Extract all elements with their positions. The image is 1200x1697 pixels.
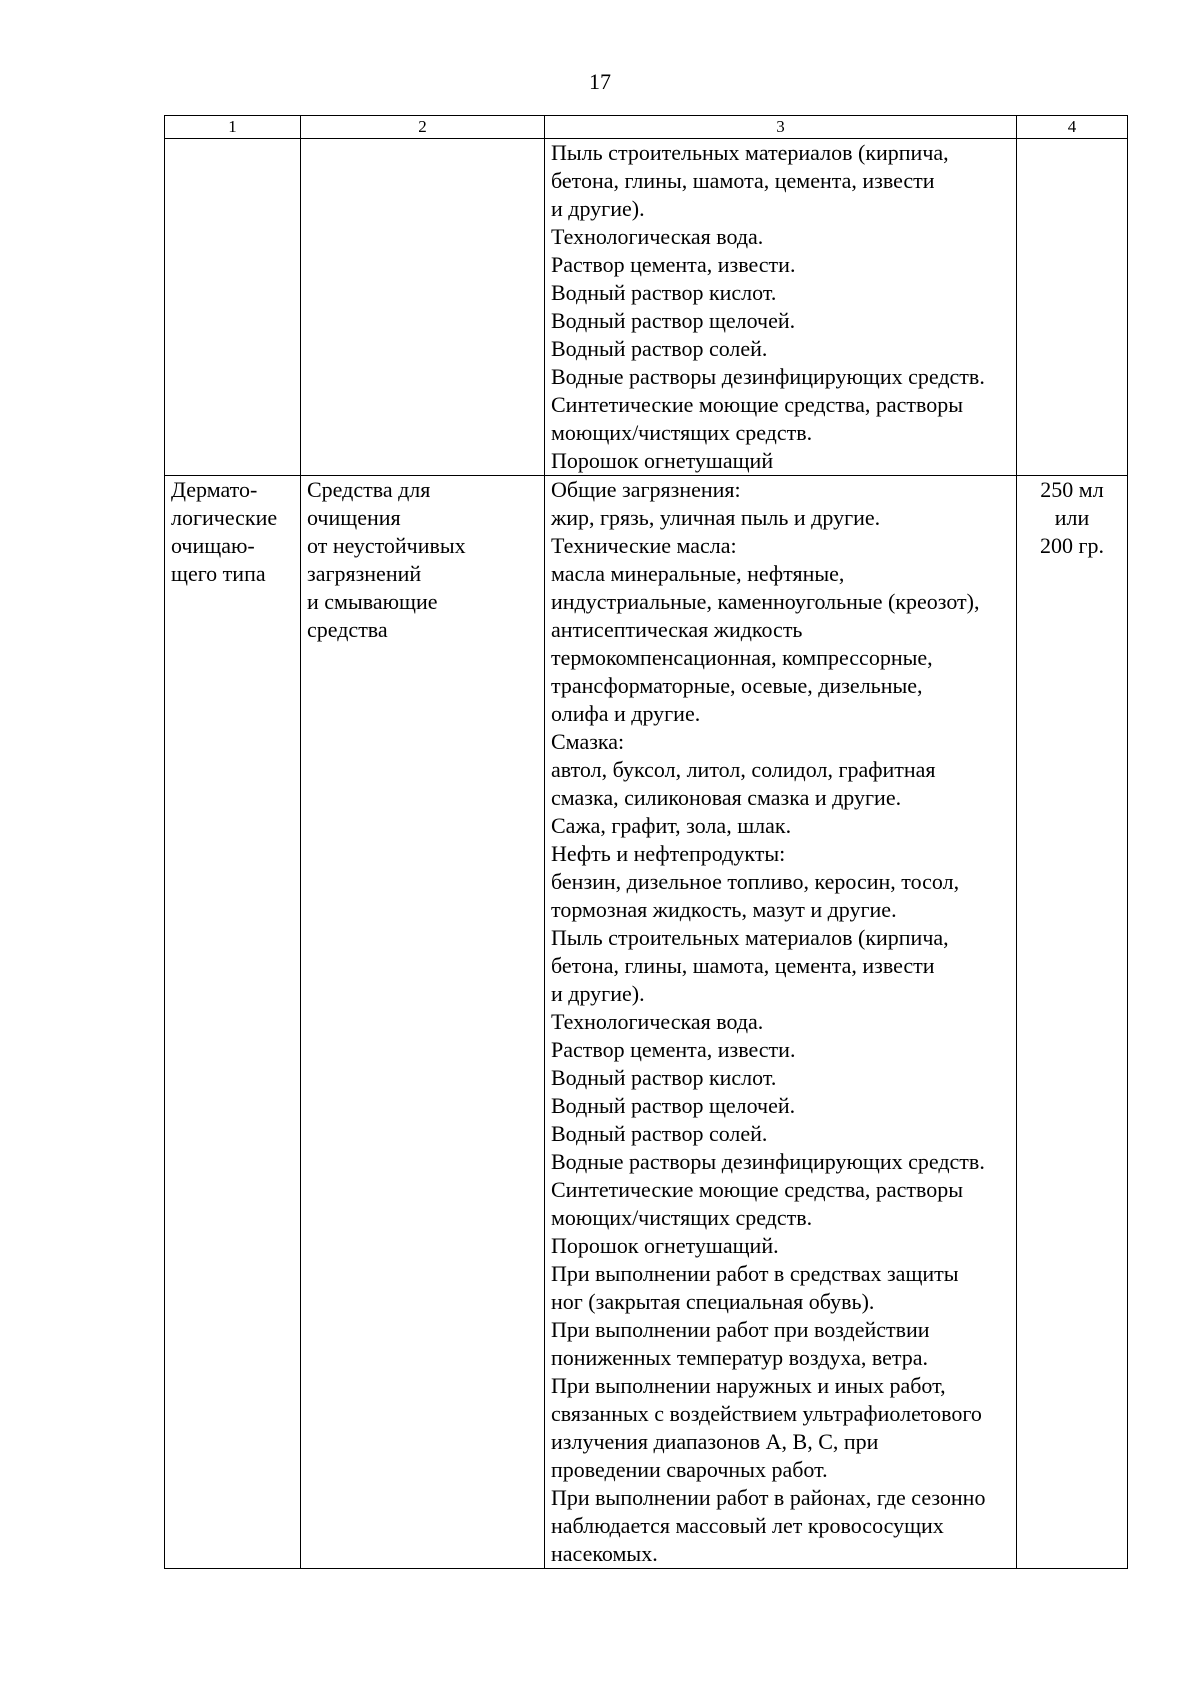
cell-text-line: щего типа bbox=[171, 561, 266, 586]
cell-text-line: Водный раствор щелочей. bbox=[551, 1093, 796, 1118]
table-row bbox=[165, 139, 1128, 476]
cell-text-line: Средства для bbox=[307, 477, 431, 502]
page-number: 17 bbox=[589, 69, 611, 94]
cell-text-line: При выполнении работ в средствах защиты bbox=[551, 1261, 959, 1286]
cell-text-line: бетона, глины, шамота, цемента, извести bbox=[551, 168, 935, 193]
cell-text-line: моющих/чистящих средств. bbox=[551, 1205, 813, 1230]
cell-text-line: моющих/чистящих средств. bbox=[551, 420, 813, 445]
table-cell-col1 bbox=[165, 476, 301, 1569]
cell-text-line: тормозная жидкость, мазут и другие. bbox=[551, 897, 897, 922]
table-cell-col3 bbox=[545, 139, 1017, 476]
cell-text-line: При выполнении работ в районах, где сезонно bbox=[551, 1485, 986, 1510]
cell-text-line: логические bbox=[171, 505, 278, 530]
cell-text-line: и другие). bbox=[551, 981, 645, 1006]
cell-text-line: Синтетические моющие средства, растворы bbox=[551, 1177, 964, 1202]
table-header-row bbox=[165, 116, 1128, 139]
column-number-2: 2 bbox=[301, 116, 545, 139]
cell-text-line: антисептическая жидкость bbox=[551, 617, 803, 642]
table-row bbox=[165, 476, 1128, 1569]
cell-text-line: Водный раствор кислот. bbox=[551, 1065, 777, 1090]
cell-text-line: и другие). bbox=[551, 196, 645, 221]
cell-text-line: Порошок огнетушащий. bbox=[551, 1233, 779, 1258]
cell-text-line: масла минеральные, нефтяные, bbox=[551, 561, 845, 586]
cell-text-line: очищения bbox=[307, 505, 401, 530]
cell-text-line: Пыль строительных материалов (кирпича, bbox=[551, 925, 949, 950]
cell-text-line: от неустойчивых bbox=[307, 533, 466, 558]
cell-text-line: Технические масла: bbox=[551, 533, 737, 558]
cell-text-line: Пыль строительных материалов (кирпича, bbox=[551, 140, 949, 165]
cell-text-line: Порошок огнетушащий bbox=[551, 448, 774, 473]
table-cell-col4 bbox=[1017, 139, 1128, 476]
cell-text-line: трансформаторные, осевые, дизельные, bbox=[551, 673, 923, 698]
cell-text-line: Водные растворы дезинфицирующих средств. bbox=[551, 364, 985, 389]
cell-text-line: связанных с воздействием ультрафиолетового bbox=[551, 1401, 982, 1426]
table-cell-col2 bbox=[301, 139, 545, 476]
cell-text-line: загрязнений bbox=[307, 561, 422, 586]
table-cell-col2 bbox=[301, 476, 545, 1569]
norms-table bbox=[164, 115, 1128, 1569]
cell-text-line: Водный раствор щелочей. bbox=[551, 308, 796, 333]
cell-text-line: Раствор цемента, извести. bbox=[551, 1037, 796, 1062]
cell-text-line: смазка, силиконовая смазка и другие. bbox=[551, 785, 902, 810]
cell-text-line: автол, буксол, литол, солидол, графитная bbox=[551, 757, 936, 782]
cell-text-line: Водные растворы дезинфицирующих средств. bbox=[551, 1149, 985, 1174]
cell-text-line: Водный раствор солей. bbox=[551, 336, 768, 361]
cell-text-line: Смазка: bbox=[551, 729, 625, 754]
cell-text-line: Водный раствор кислот. bbox=[551, 280, 777, 305]
cell-text-line: Раствор цемента, извести. bbox=[551, 252, 796, 277]
cell-text-line: Водный раствор солей. bbox=[551, 1121, 768, 1146]
cell-text-line: Синтетические моющие средства, растворы bbox=[551, 392, 964, 417]
cell-text-line: Нефть и нефтепродукты: bbox=[551, 841, 786, 866]
cell-text-line: Дермато- bbox=[171, 477, 258, 502]
cell-text-line: наблюдается массовый лет кровососущих bbox=[551, 1513, 944, 1538]
cell-text-line: Технологическая вода. bbox=[551, 224, 764, 249]
cell-text-line: излучения диапазонов А, В, С, при bbox=[551, 1429, 879, 1454]
column-number-3: 3 bbox=[545, 116, 1017, 139]
table-cell-col4 bbox=[1017, 476, 1128, 1569]
cell-text-line: средства bbox=[307, 617, 388, 642]
cell-text-line: бетона, глины, шамота, цемента, извести bbox=[551, 953, 935, 978]
cell-text-line: или bbox=[1054, 505, 1090, 530]
table-cell-col1 bbox=[165, 139, 301, 476]
cell-text-line: ног (закрытая специальная обувь). bbox=[551, 1289, 875, 1314]
cell-text-line: Технологическая вода. bbox=[551, 1009, 764, 1034]
cell-text-line: олифа и другие. bbox=[551, 701, 701, 726]
cell-text-line: При выполнении наружных и иных работ, bbox=[551, 1373, 946, 1398]
column-number-1: 1 bbox=[165, 116, 301, 139]
cell-text-line: 250 мл bbox=[1040, 477, 1104, 502]
cell-text-line: Общие загрязнения: bbox=[551, 477, 741, 502]
cell-text-line: пониженных температур воздуха, ветра. bbox=[551, 1345, 929, 1370]
table-cell-col3 bbox=[545, 476, 1017, 1569]
cell-text-line: При выполнении работ при воздействии bbox=[551, 1317, 930, 1342]
cell-text-line: индустриальные, каменноугольные (креозот), bbox=[551, 589, 980, 614]
cell-text-line: насекомых. bbox=[551, 1541, 658, 1566]
cell-text-line: проведении сварочных работ. bbox=[551, 1457, 828, 1482]
cell-text-line: очищаю- bbox=[171, 533, 255, 558]
cell-text-line: 200 гр. bbox=[1039, 533, 1105, 558]
column-number-4: 4 bbox=[1017, 116, 1128, 139]
cell-text-line: бензин, дизельное топливо, керосин, тосол, bbox=[551, 869, 960, 894]
cell-text-line: термокомпенсационная, компрессорные, bbox=[551, 645, 933, 670]
cell-text-line: и смывающие bbox=[307, 589, 438, 614]
cell-text-line: Сажа, графит, зола, шлак. bbox=[551, 813, 792, 838]
cell-text-line: жир, грязь, уличная пыль и другие. bbox=[551, 505, 881, 530]
